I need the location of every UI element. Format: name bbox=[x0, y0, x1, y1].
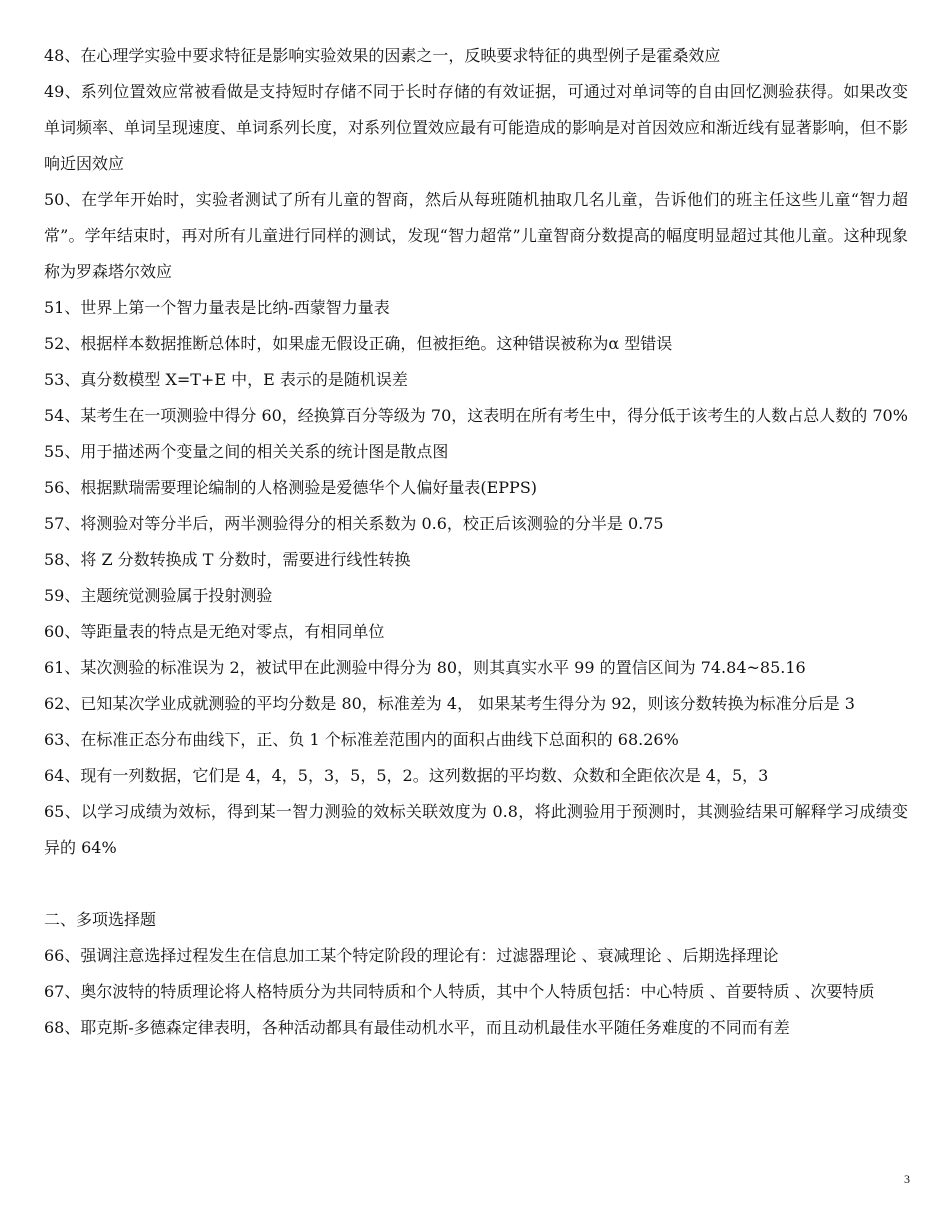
page-number: 3 bbox=[904, 1172, 910, 1186]
question-60: 60、等距量表的特点是无绝对零点，有相同单位 bbox=[44, 622, 385, 641]
question-52: 52、根据样本数据推断总体时，如果虚无假设正确，但被拒绝。这种错误被称为α 型错误 bbox=[44, 334, 673, 353]
section-spacer bbox=[44, 866, 908, 902]
question-48: 48、在心理学实验中要求特征是影响实验效果的因素之一，反映要求特征的典型例子是霍桑效应 bbox=[44, 46, 721, 65]
question-68: 68、耶克斯-多德森定律表明，各种活动都具有最佳动机水平，而且动机最佳水平随任务难度的不同而有差 bbox=[44, 1018, 790, 1037]
question-53: 53、真分数模型 X=T+E 中，E 表示的是随机误差 bbox=[44, 370, 408, 389]
question-65: 65、以学习成绩为效标，得到某一智力测验的效标关联效度为 0.8，将此测验用于预测时，其测验结果可解释学习成绩变异的 64% bbox=[44, 802, 908, 857]
question-54: 54、某考生在一项测验中得分 60，经换算百分等级为 70，这表明在所有考生中，得分低于该考生的人数占总人数的 70% bbox=[44, 406, 908, 425]
question-56: 56、根据默瑞需要理论编制的人格测验是爱德华个人偏好量表(EPPS) bbox=[44, 478, 538, 497]
question-64: 64、现有一列数据，它们是 4，4，5，3，5，5，2。这列数据的平均数、众数和全距依次是 4，5，3 bbox=[44, 766, 769, 785]
question-58: 58、将 Z 分数转换成 T 分数时，需要进行线性转换 bbox=[44, 550, 411, 569]
question-50: 50、在学年开始时，实验者测试了所有儿童的智商，然后从每班随机抽取几名儿童，告诉他们的班主任这些儿童“智力超常”。学年结束时，再对所有儿童进行同样的测试，发现“智力超常”儿童智商分数提高的幅度明显超过其他儿童。这种现象称为罗森塔尔效应 bbox=[44, 190, 908, 281]
question-49: 49、系列位置效应常被看做是支持短时存储不同于长时存储的有效证据，可通过对单词等的自由回忆测验获得。如果改变单词频率、单词呈现速度、单词系列长度，对系列位置效应最有可能造成的影响是对首因效应和渐近线有显著影响，但不影响近因效应 bbox=[44, 82, 909, 173]
question-67: 67、奥尔波特的特质理论将人格特质分为共同特质和个人特质，其中个人特质包括：中心特质 、首要特质 、次要特质 bbox=[44, 982, 875, 1001]
question-57: 57、将测验对等分半后，两半测验得分的相关系数为 0.6，校正后该测验的分半是 0.75 bbox=[44, 514, 664, 533]
question-62: 62、已知某次学业成就测验的平均分数是 80，标准差为 4， 如果某考生得分为 92，则该分数转换为标准分后是 3 bbox=[44, 694, 855, 713]
document-body bbox=[44, 38, 908, 1046]
section-heading: 二、多项选择题 bbox=[44, 910, 157, 929]
question-55: 55、用于描述两个变量之间的相关关系的统计图是散点图 bbox=[44, 442, 449, 461]
question-59: 59、主题统觉测验属于投射测验 bbox=[44, 586, 273, 605]
question-66: 66、强调注意选择过程发生在信息加工某个特定阶段的理论有：过滤器理论 、衰减理论 、后期选择理论 bbox=[44, 946, 779, 965]
question-51: 51、世界上第一个智力量表是比纳-西蒙智力量表 bbox=[44, 298, 390, 317]
question-61: 61、某次测验的标准误为 2，被试甲在此测验中得分为 80，则其真实水平 99 的置信区间为 74.84~85.16 bbox=[44, 658, 806, 677]
question-63: 63、在标准正态分布曲线下，正、负 1 个标准差范围内的面积占曲线下总面积的 68.26% bbox=[44, 730, 679, 749]
